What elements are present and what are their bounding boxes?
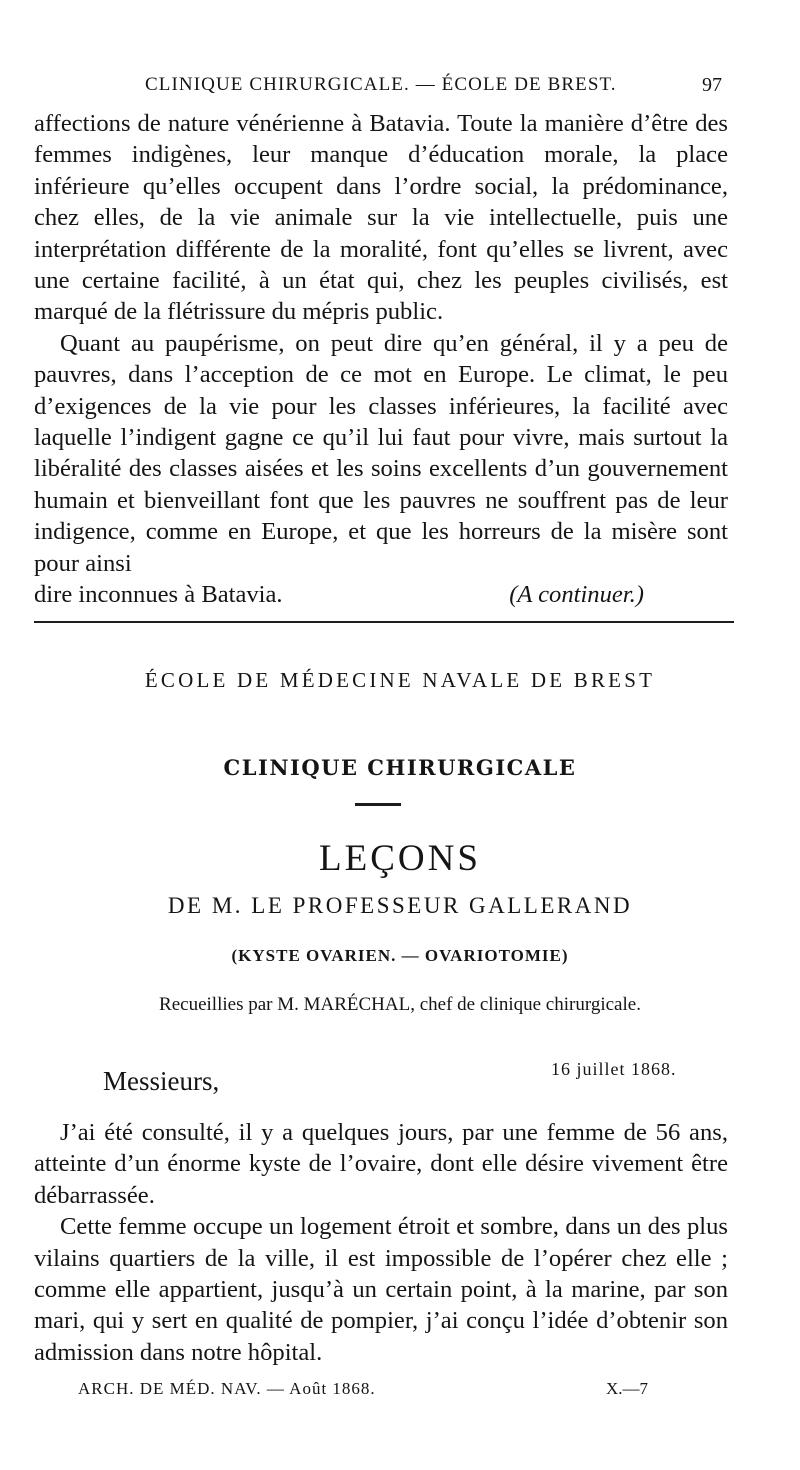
page-footer (0, 1376, 800, 1404)
paragraph-affections: affections de nature vénérienne à Batavia. Toute la manière d’être des femmes indigènes, leur manque d’éducation morale, la place inférieure qu’elles occupent dans l’ordre social, la prédominance, chez elles, de la vie animale sur la vie intellectuelle, puis une interprétation différente de la moralité, font qu’elles se livrent, avec une certaine facilité, à un état qui, chez les peuples civilisés, est marqué de la flétrissure du mépris public. (34, 110, 728, 326)
lecture-text (34, 1117, 728, 1368)
subject-heading: (KYSTE OVARIEN. — OVARIOTOMIE) (231, 946, 569, 965)
school-heading: ÉCOLE DE MÉDECINE NAVALE DE BREST (144, 668, 656, 692)
salutation: Messieurs, (103, 1066, 220, 1096)
previous-article-text (34, 108, 728, 611)
to-be-continued: (A continuer.) (509, 581, 644, 609)
running-head-title: CLINIQUE CHIRURGICALE. — ÉCOLE DE BREST. (145, 74, 617, 95)
signature-mark: X.—7 (606, 1379, 649, 1398)
final-sentence: dire inconnues à Batavia. (34, 581, 283, 609)
paragraph-pauperism: Quant au paupérisme, on peut dire qu’en général, il y a peu de pauvres, dans l’acception de ce mot en Europe. Le climat, le peu d’exigences de la vie pour les classes inférieures, la facilité avec laquelle l’indigent gagne ce qu’il lui faut pour vivre, mais surtout la libéralité des classes aisées et les soins excellents d’un gouvernement humain et bienveillant font que les pauvres ne souffrent pas de leur indigence, comme en Europe, et que les horreurs de la misère sont pour ainsi (34, 329, 728, 577)
heading-rule (355, 803, 401, 806)
professor-heading: DE M. LE PROFESSEUR GALLERAND (167, 893, 633, 918)
lessons-heading: LEÇONS (319, 838, 481, 879)
lecture-date: 16 juillet 1868. (551, 1059, 677, 1079)
journal-footer: ARCH. DE MÉD. NAV. — Août 1868. (78, 1379, 376, 1398)
page-number: 97 (702, 74, 722, 96)
running-head (0, 70, 800, 104)
collected-by-line: Recueillies par M. MARÉCHAL, chef de clinique chirurgicale. (159, 994, 641, 1015)
section-divider (34, 621, 734, 623)
continuation-line (34, 579, 728, 610)
paragraph-hospital-admission: Cette femme occupe un logement étroit et sombre, dans un des plus vilains quartiers de la ville, il est impossible de l’opérer chez elle ; comme elle appartient, jusqu’à un certain point, à la marine, par son mari, qui y sert en qualité de pompier, j’ai conçu l’idée d’obtenir son admission dans notre hôpital. (34, 1213, 728, 1366)
clinic-heading: CLINIQUE CHIRURGICALE (223, 755, 577, 780)
paragraph-consultation: J’ai été consulté, il y a quelques jours, par une femme de 56 ans, atteinte d’un énorme kyste de l’ovaire, dont elle désire vivement être débarrassée. (34, 1119, 728, 1209)
